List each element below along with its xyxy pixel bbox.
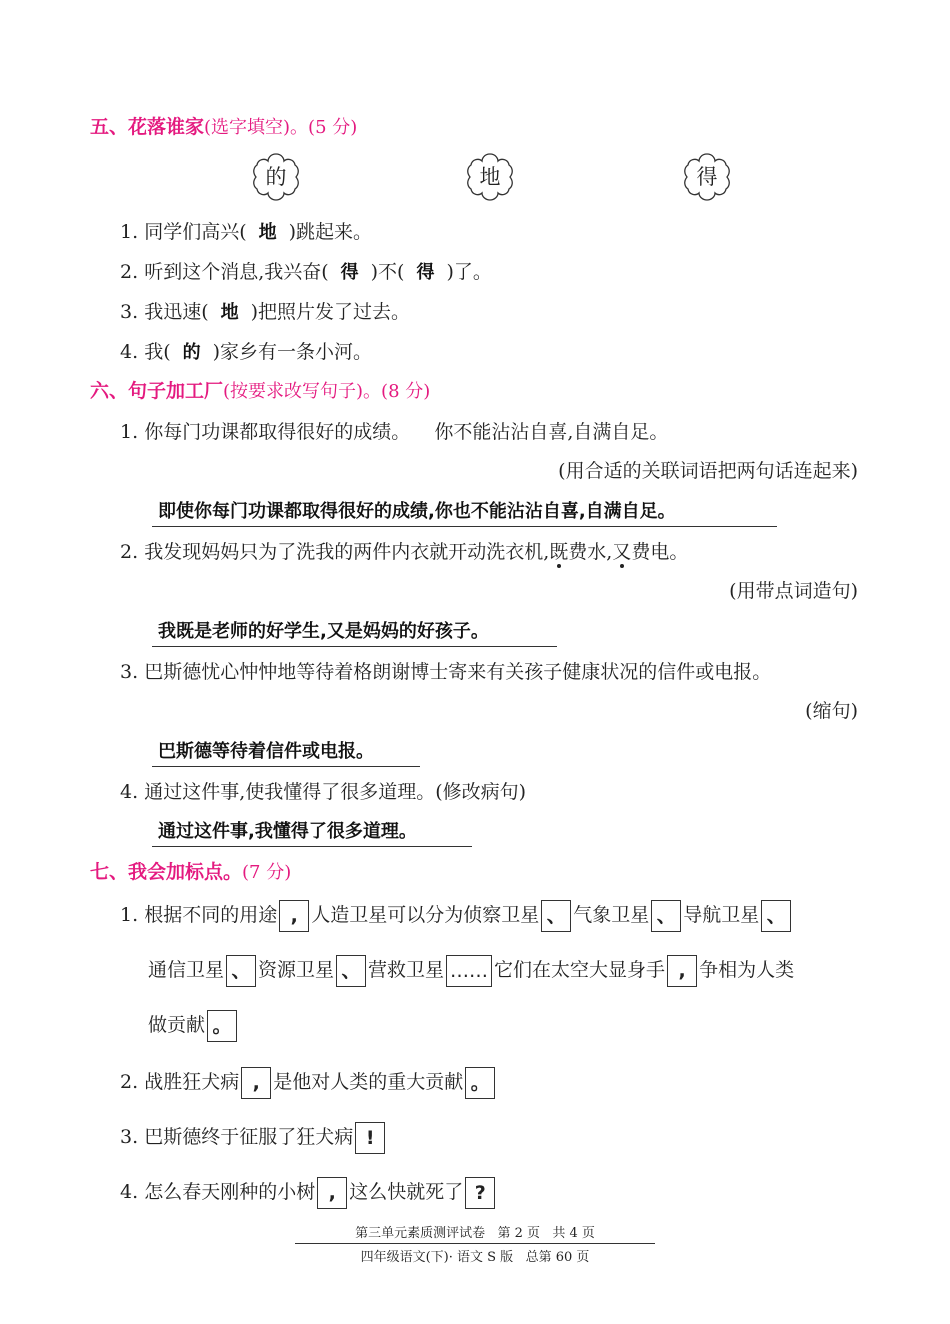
q-text: 做贡献 [148,1014,206,1036]
punct-box: 、 [226,955,256,987]
sec6-q1-hint: (用合适的关联词语把两句话连起来) [558,460,858,482]
sec6-question-1 [120,417,668,444]
q-num: 3. [120,661,139,683]
q-num: 2. [120,1071,139,1093]
sec6-q2-answer: 我既是老师的好学生,又是妈妈的好孩子。 [152,617,557,647]
section-title-text: 七、我会加标点。 [90,861,243,883]
q-text: 你每门功课都取得很好的成绩。 你不能沾沾自喜,自满自足。 [144,421,669,443]
q-text: 战胜狂犬病 [144,1071,240,1093]
section-title-text: 六、句子加工厂 [90,380,224,402]
punct-box: 。 [465,1067,495,1099]
punct-box: 、 [761,900,791,932]
sec7-question-3 [120,1122,387,1154]
flower-char: 得 [696,165,718,189]
sec6-q2-hint: (用带点词造句) [729,580,858,602]
punct-box: 、 [651,900,681,932]
sec5-question-2 [120,257,492,284]
section-6-title [90,376,430,403]
q-num: 4. [120,781,139,803]
dotted-word: 又 [612,541,632,563]
q-text: 巴斯德忧心忡忡地等待着格朗谢博士寄来有关孩子健康状况的信件或电报。 [144,661,772,683]
sec6-question-2 [120,537,688,564]
flower-char: 的 [265,165,287,189]
punct-box: , [667,955,697,987]
flower-card-di [463,150,517,204]
q-text: )了。 [446,261,492,283]
sec6-question-3 [120,657,771,684]
sec6-q3-answer: 巴斯德等待着信件或电报。 [152,737,420,767]
q-text: )家乡有一条小河。 [212,341,373,363]
q-text: 争相为人类 [699,959,795,981]
sec7-question-2 [120,1067,497,1099]
q-text: 我迅速( [144,301,209,323]
q-text: 根据不同的用途 [144,904,278,926]
q-text: )不( [370,261,405,283]
punct-box: , [241,1067,271,1099]
sec7-q1-line1 [120,900,793,932]
answer: 得 [340,262,359,283]
section-note: (7 分) [242,862,292,883]
q-text: 通过这件事,使我懂得了很多道理。(修改病句) [144,781,527,803]
q-text: 通信卫星 [148,959,225,981]
punct-box: , [317,1177,347,1209]
punct-box: 。 [207,1010,237,1042]
q-text: 巴斯德终于征服了狂犬病 [144,1126,354,1148]
flower-card-dei [680,150,734,204]
sec7-q1-line2 [148,955,794,987]
footer-row-2: 四年级语文(下)· 语文 S 版 总第 60 页 [360,1250,590,1265]
q-text: 同学们高兴( [144,221,247,243]
punct-box: 、 [541,900,571,932]
page-footer [295,1222,655,1265]
sec6-q3-hint: (缩句) [805,700,858,722]
sec5-question-4 [120,337,372,364]
q-num: 3. [120,1126,139,1148]
q-num: 1. [120,221,139,243]
flower-char: 地 [479,165,501,189]
q-num: 2. [120,541,139,563]
sec5-question-3 [120,297,410,324]
q-text: 人造卫星可以分为侦察卫星 [311,904,540,926]
sec6-q4-answer: 通过这件事,我懂得了很多道理。 [152,817,472,847]
q-text: 听到这个消息,我兴奋( [144,261,329,283]
punct-box: 、 [336,955,366,987]
q-text: 费电。 [631,541,689,563]
answer: 的 [182,342,201,363]
punct-box: ! [355,1122,385,1154]
dotted-word: 既 [549,541,569,563]
sec6-q1-answer: 即使你每门功课都取得很好的成绩,你也不能沾沾自喜,自满自足。 [152,497,777,527]
punct-box: , [279,900,309,932]
answer: 地 [220,302,239,323]
q-num: 1. [120,904,139,926]
q-text: )把照片发了过去。 [250,301,411,323]
q-text: )跳起来。 [288,221,373,243]
sec6-question-4 [120,777,526,804]
q-text: 是他对人类的重大贡献 [273,1071,464,1093]
section-7-title [90,857,291,884]
q-num: 4. [120,341,139,363]
q-num: 2. [120,261,139,283]
footer-row-1: 第三单元素质测评试卷 第 2 页 共 4 页 [295,1222,655,1244]
q-text: 这么快就死了 [349,1181,464,1203]
q-text: 导航卫星 [683,904,760,926]
section-note: (按要求改写句子)。(8 分) [223,381,431,402]
section-5-title [90,112,357,139]
q-text: 费水, [568,541,613,563]
q-text: 我发现妈妈只为了洗我的两件内衣就开动洗衣机, [144,541,550,563]
answer: 地 [258,222,277,243]
sec7-q1-line3 [148,1010,239,1042]
section-note: (选字填空)。(5 分) [204,117,358,138]
answer: 得 [416,262,435,283]
q-num: 4. [120,1181,139,1203]
section-title-text: 五、花落谁家 [90,116,205,138]
q-num: 1. [120,421,139,443]
sec7-question-4 [120,1177,497,1209]
q-num: 3. [120,301,139,323]
q-text: 怎么春天刚种的小树 [144,1181,316,1203]
q-text: 资源卫星 [258,959,335,981]
punct-box: …… [446,955,492,987]
q-text: 我( [144,341,171,363]
q-text: 气象卫星 [573,904,650,926]
flower-card-de [249,150,303,204]
sec5-question-1 [120,217,372,244]
punct-box: ? [465,1177,495,1209]
q-text: 营救卫星 [368,959,445,981]
q-text: 它们在太空大显身手 [494,959,666,981]
